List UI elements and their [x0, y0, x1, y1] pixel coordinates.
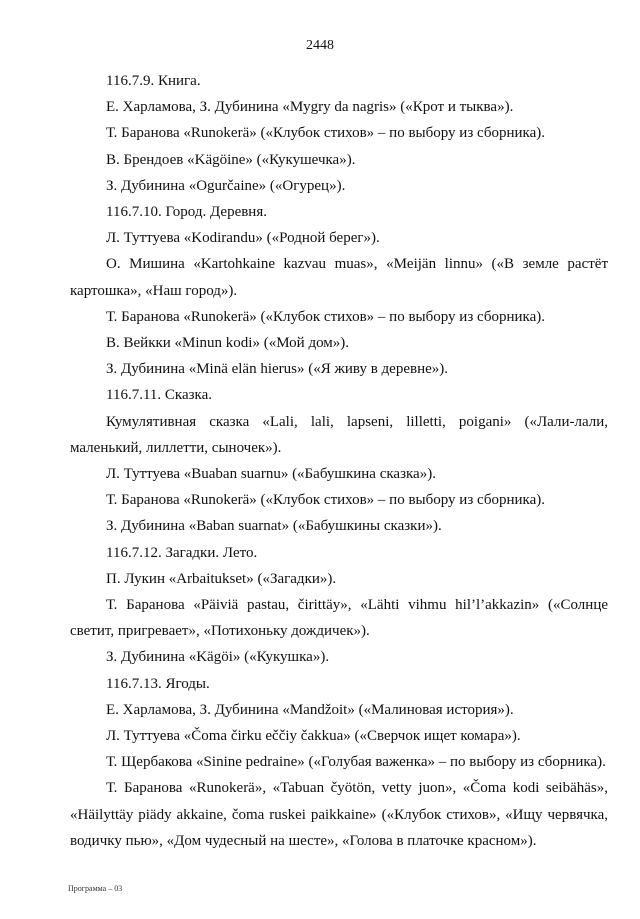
list-item: З. Дубинина «Kägöi» («Кукушка»). — [106, 649, 330, 666]
list-item: В. Брендоев «Kägöine» («Кукушечка»). — [106, 151, 356, 168]
heading-116-7-13: 116.7.13. Ягоды. — [106, 675, 210, 692]
list-item: Л. Туттуева «Čoma čirku eččiy čakkua» («Сверчок ищет комара»). — [106, 728, 521, 745]
list-item: Т. Баранова «Runokerä» («Клубок стихов» – по выбору из сборника). — [106, 125, 545, 142]
list-item: З. Дубинина «Ogurčaine» («Огурец»). — [106, 177, 346, 194]
list-item: Т. Баранова «Päiviä pastau, čirittäy», «Lähti vihmu hil’l’akkazin» («Солнце светит, пригревает», «Потихоньку дождичек»). — [70, 597, 608, 640]
list-item: В. Вейкки «Minun kodi» («Мой дом»). — [106, 335, 350, 352]
list-item: Т. Щербакова «Sinine pedraine» («Голубая важенка» – по выбору из сборника). — [106, 754, 606, 771]
list-item: Т. Баранова «Runokerä» («Клубок стихов» – по выбору из сборника). — [106, 308, 545, 325]
list-item: Кумулятивная сказка «Lali, lali, lapseni, lilletti, poigani» («Лали-лали, маленький, лиллетти, сыночек»). — [70, 413, 608, 456]
list-item: Л. Туттуева «Buaban suarnu» («Бабушкина сказка»). — [106, 466, 436, 483]
heading-116-7-12: 116.7.12. Загадки. Лето. — [106, 544, 258, 561]
page-footer: Программа – 03 — [68, 884, 123, 893]
list-item: П. Лукин «Arbaitukset» («Загадки»). — [106, 570, 337, 587]
page-number: 2448 — [306, 38, 334, 53]
list-item: О. Мишина «Kartohkaine kazvau muas», «Meijän linnu» («В земле растёт картошка», «Наш город»). — [70, 256, 608, 299]
list-item: З. Дубинина «Baban suarnat» («Бабушкины сказки»). — [106, 518, 442, 535]
list-item: З. Дубинина «Minä elän hierus» («Я живу в деревне»). — [106, 361, 449, 378]
heading-116-7-9: 116.7.9. Книга. — [106, 73, 201, 89]
list-item: Л. Туттуева «Kodirandu» («Родной берег»). — [106, 230, 380, 247]
list-item: Е. Харламова, З. Дубинина «Mygry da nagris» («Крот и тыква»). — [106, 99, 514, 116]
heading-116-7-11: 116.7.11. Сказка. — [106, 387, 213, 404]
list-item: Т. Баранова «Runokerä», «Tabuan čyötön, vetty juon», «Čoma kodi seibähäs», «Häilyttäy piädy akkaine, čoma ruskei paikkaine» («Клубок стихов», «Ищу червячка, водичку пью», «Дом чудесный на шесте», «Голова в платочке красном»). — [70, 780, 608, 849]
heading-116-7-10: 116.7.10. Город. Деревня. — [106, 204, 267, 221]
list-item: Е. Харламова, З. Дубинина «Mandžoit» («Малиновая история»). — [106, 701, 514, 718]
document-body — [70, 68, 608, 854]
list-item: Т. Баранова «Runokerä» («Клубок стихов» – по выбору из сборника). — [106, 492, 545, 509]
